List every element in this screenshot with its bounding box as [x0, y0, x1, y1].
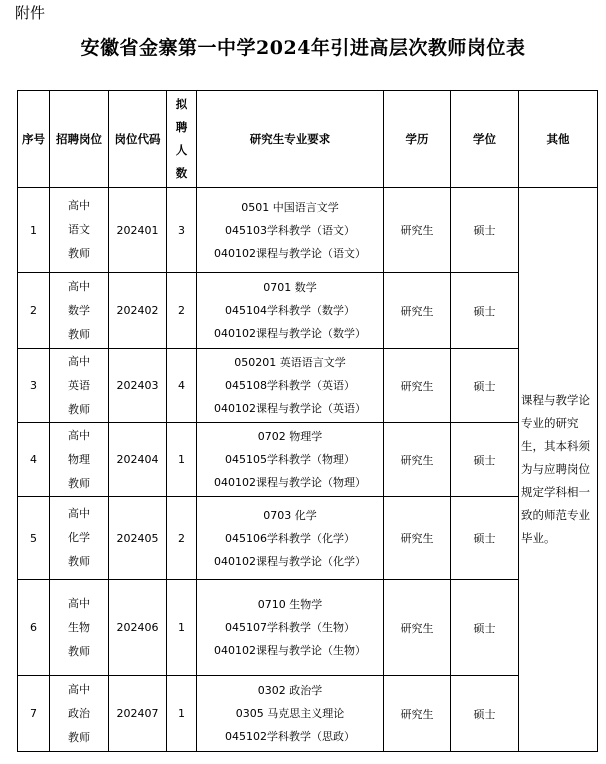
cell-education: 研究生: [384, 423, 451, 497]
position-line: 教师: [68, 730, 90, 744]
cell-code: 202407: [109, 676, 167, 752]
cell-degree: 硕士: [451, 676, 519, 752]
table-row: [18, 273, 598, 349]
header-code: 岗位代码: [109, 91, 167, 188]
major-line: 040102课程与教学论（数学）: [214, 327, 366, 340]
cell-position: [50, 423, 109, 497]
cell-position: [50, 188, 109, 273]
major-line: 050201 英语语言文学: [234, 356, 346, 369]
cell-position: [50, 676, 109, 752]
header-education: 学历: [384, 91, 451, 188]
header-count-char: 聘: [175, 120, 188, 134]
table-row: [18, 423, 598, 497]
cell-count: 2: [167, 273, 197, 349]
position-line: 语文: [68, 223, 90, 236]
major-line: 0701 数学: [263, 281, 317, 294]
position-line: 高中: [68, 428, 90, 442]
cell-education: 研究生: [384, 580, 451, 676]
cell-seq: 7: [18, 676, 50, 752]
header-degree: 学位: [451, 91, 519, 188]
cell-major: [197, 188, 384, 273]
cell-position: [50, 349, 109, 423]
major-line: 045106学科教学（化学）: [225, 531, 355, 545]
positions-table: [17, 90, 598, 752]
major-line: 040102课程与教学论（语文）: [214, 246, 366, 260]
cell-seq: 2: [18, 273, 50, 349]
cell-degree: 硕士: [451, 497, 519, 580]
cell-degree: 硕士: [451, 349, 519, 423]
cell-degree: 硕士: [451, 423, 519, 497]
major-line: 045107学科教学（生物）: [225, 621, 355, 634]
table-header-row: [18, 91, 598, 188]
position-line: 高中: [68, 596, 90, 610]
header-major: 研究生专业要求: [197, 91, 384, 188]
cell-count: 1: [167, 580, 197, 676]
attachment-label: 附件: [15, 4, 46, 22]
cell-seq: 4: [18, 423, 50, 497]
cell-major: [197, 676, 384, 752]
position-line: 生物: [68, 620, 90, 634]
major-line: 045103学科教学（语文）: [225, 223, 355, 237]
major-line: 0501 中国语言文学: [241, 200, 339, 214]
cell-major: [197, 423, 384, 497]
header-count-char: 拟: [175, 97, 188, 111]
cell-seq: 1: [18, 188, 50, 273]
position-line: 高中: [68, 279, 90, 293]
cell-position: [50, 580, 109, 676]
cell-count: 1: [167, 423, 197, 497]
cell-major: [197, 580, 384, 676]
cell-seq: 5: [18, 497, 50, 580]
header-count-char: 人: [175, 143, 188, 157]
major-line: 0710 生物学: [257, 598, 323, 611]
cell-code: 202402: [109, 273, 167, 349]
table-row: [18, 580, 598, 676]
header-count-char: 数: [175, 166, 188, 180]
major-line: 040102课程与教学论（英语）: [214, 402, 366, 415]
table-row: [18, 349, 598, 423]
cell-other-note: 课程与教学论专业的研究生，其本科须为与应聘岗位规定学科相一致的师范专业毕业。: [519, 188, 598, 752]
cell-degree: 硕士: [451, 273, 519, 349]
position-line: 数学: [68, 303, 90, 317]
major-line: 045104学科教学（数学）: [225, 304, 355, 317]
cell-major: [197, 273, 384, 349]
cell-degree: 硕士: [451, 580, 519, 676]
table-row: [18, 676, 598, 752]
major-line: 040102课程与教学论（生物）: [214, 644, 366, 657]
cell-code: 202403: [109, 349, 167, 423]
position-line: 化学: [68, 531, 90, 544]
position-line: 教师: [68, 327, 90, 341]
position-line: 物理: [68, 452, 90, 466]
position-line: 高中: [68, 354, 90, 368]
major-line: 040102课程与教学论（物理）: [214, 476, 366, 489]
header-count: [167, 91, 197, 188]
position-line: 英语: [68, 378, 90, 392]
major-line: 0302 政治学: [257, 684, 323, 697]
header-position: 招聘岗位: [50, 91, 109, 188]
cell-count: 4: [167, 349, 197, 423]
major-line: 040102课程与教学论（化学）: [214, 554, 366, 568]
cell-seq: 6: [18, 580, 50, 676]
cell-count: 3: [167, 188, 197, 273]
major-line: 0305 马克思主义理论: [235, 707, 345, 720]
cell-major: [197, 497, 384, 580]
major-line: 0703 化学: [263, 508, 317, 522]
cell-code: 202404: [109, 423, 167, 497]
header-other: 其他: [519, 91, 598, 188]
cell-position: [50, 273, 109, 349]
cell-education: 研究生: [384, 497, 451, 580]
cell-degree: 硕士: [451, 188, 519, 273]
major-line: 0702 物理学: [257, 430, 323, 443]
major-line: 045105学科教学（物理）: [225, 453, 355, 466]
header-seq: 序号: [18, 91, 50, 188]
cell-position: [50, 497, 109, 580]
cell-major: [197, 349, 384, 423]
position-line: 教师: [68, 476, 90, 490]
cell-education: 研究生: [384, 188, 451, 273]
position-line: 教师: [68, 402, 90, 416]
cell-education: 研究生: [384, 273, 451, 349]
cell-count: 2: [167, 497, 197, 580]
cell-seq: 3: [18, 349, 50, 423]
cell-code: 202405: [109, 497, 167, 580]
page-title: 安徽省金寨第一中学2024年引进高层次教师岗位表: [80, 37, 526, 59]
table-row: [18, 188, 598, 273]
cell-education: 研究生: [384, 349, 451, 423]
cell-code: 202401: [109, 188, 167, 273]
major-line: 045102学科教学（思政）: [225, 730, 355, 743]
cell-count: 1: [167, 676, 197, 752]
position-line: 教师: [68, 555, 90, 568]
cell-code: 202406: [109, 580, 167, 676]
major-line: 045108学科教学（英语）: [225, 379, 355, 392]
position-line: 教师: [68, 644, 90, 658]
position-line: 高中: [68, 199, 90, 212]
position-line: 高中: [68, 507, 90, 520]
cell-education: 研究生: [384, 676, 451, 752]
position-line: 高中: [68, 682, 90, 696]
position-line: 教师: [68, 247, 90, 260]
table-row: [18, 497, 598, 580]
position-line: 政治: [68, 706, 90, 720]
